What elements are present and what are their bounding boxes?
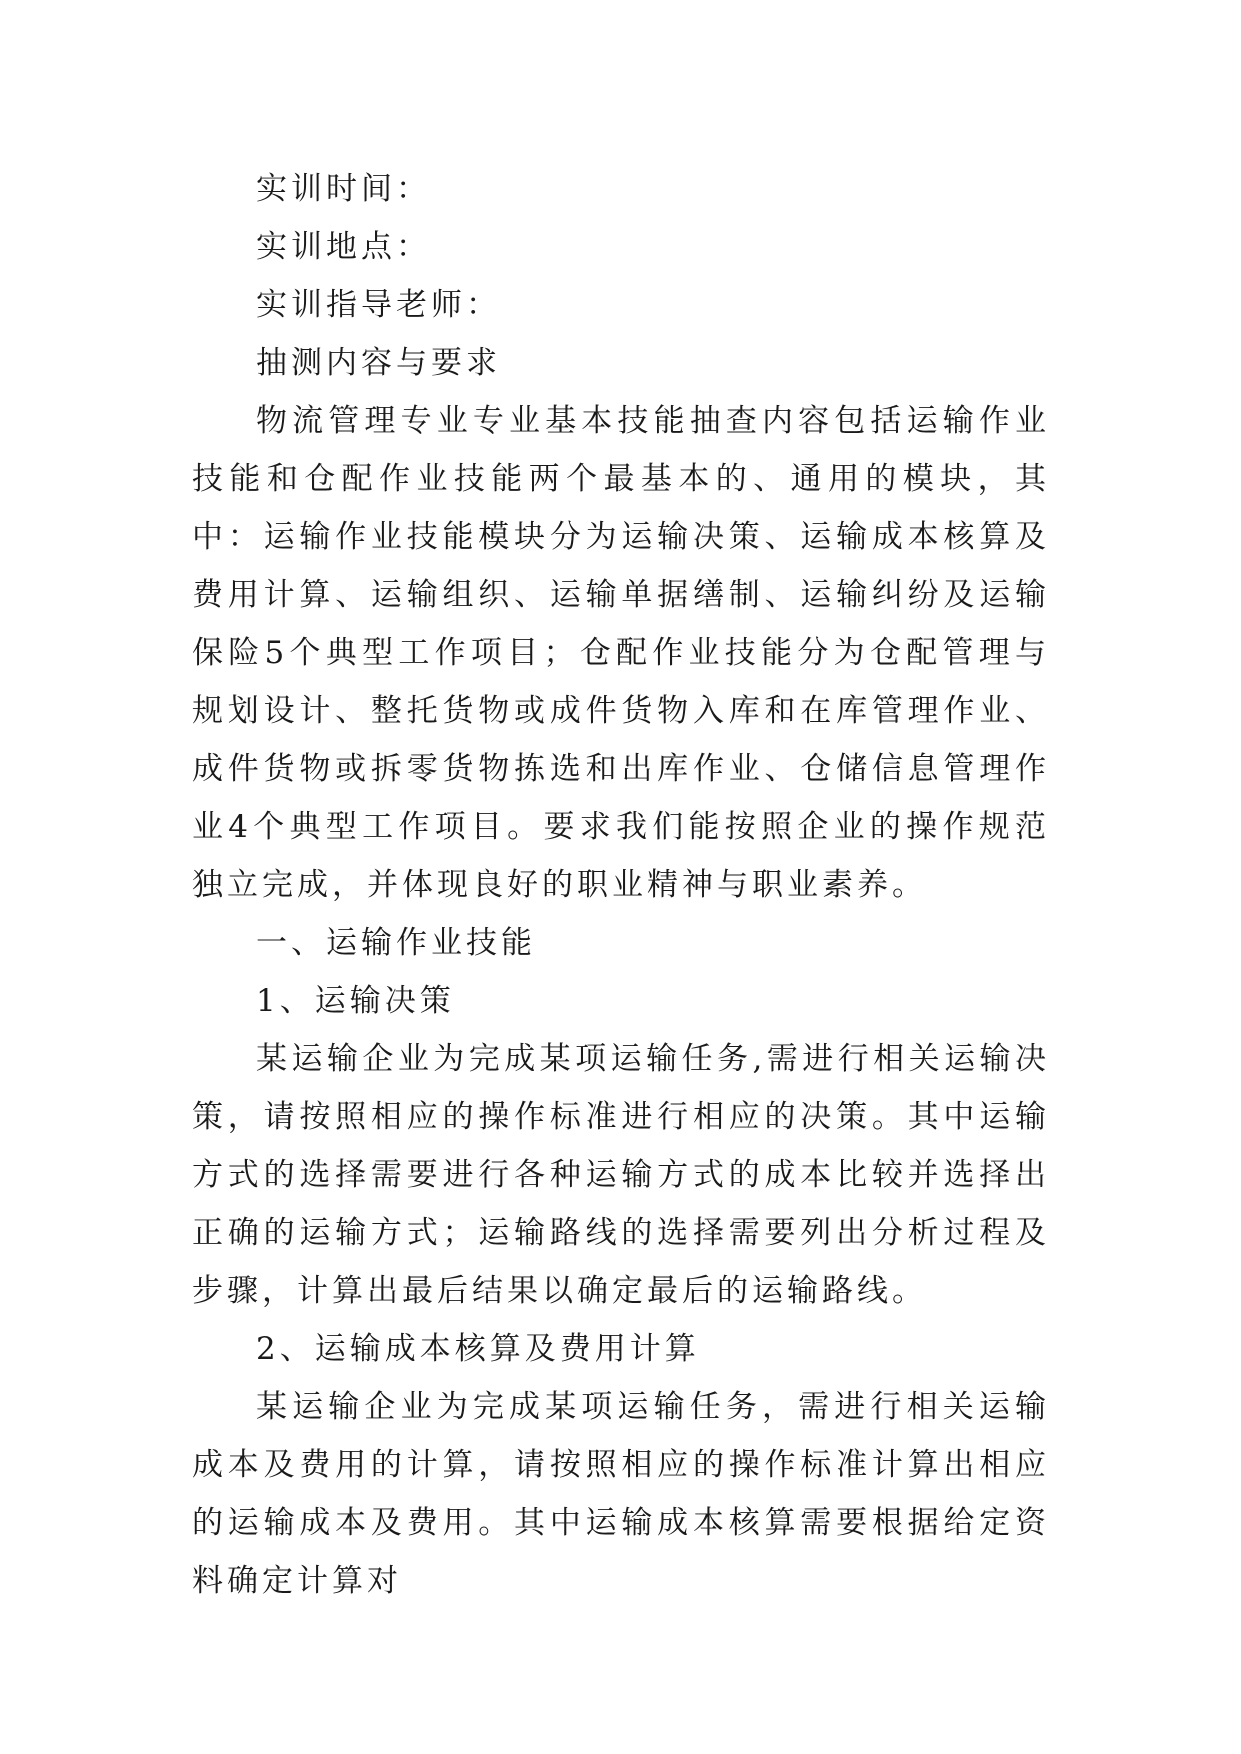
item-1-heading: 1、运输决策 <box>256 983 455 1019</box>
item-1-paragraph: 某运输企业为完成某项运输任务,需进行相关运输决策，请按照相应的操作标准进行相应的决策。其中运输方式的选择需要进行各种运输方式的成本比较并选择出正确的运输方式；运输路线的选择需要列出分析过程及步骤，计算出最后结果以确定最后的运输路线。 <box>192 1041 1050 1309</box>
document-body <box>192 160 1050 1610</box>
intro-paragraph: 物流管理专业专业基本技能抽查内容包括运输作业技能和仓配作业技能两个最基本的、通用的模块，其中：运输作业技能模块分为运输决策、运输成本核算及费用计算、运输组织、运输单据缮制、运输纠纷及运输保险5个典型工作项目；仓配作业技能分为仓配管理与规划设计、整托货物或成件货物入库和在库管理作业、成件货物或拆零货物拣选和出库作业、仓储信息管理作业4个典型工作项目。要求我们能按照企业的操作规范独立完成，并体现良好的职业精神与职业素养。 <box>192 403 1050 903</box>
section-title: 抽测内容与要求 <box>256 345 501 381</box>
section-1-heading: 一、运输作业技能 <box>256 925 536 961</box>
item-2-paragraph: 某运输企业为完成某项运输任务，需进行相关运输成本及费用的计算，请按照相应的操作标准计算出相应的运输成本及费用。其中运输成本核算需要根据给定资料确定计算对 <box>192 1389 1050 1599</box>
training-time-label: 实训时间： <box>256 171 431 207</box>
training-place-label: 实训地点： <box>256 229 431 265</box>
item-2-heading: 2、运输成本核算及费用计算 <box>256 1331 700 1367</box>
training-teacher-label: 实训指导老师： <box>256 287 501 323</box>
